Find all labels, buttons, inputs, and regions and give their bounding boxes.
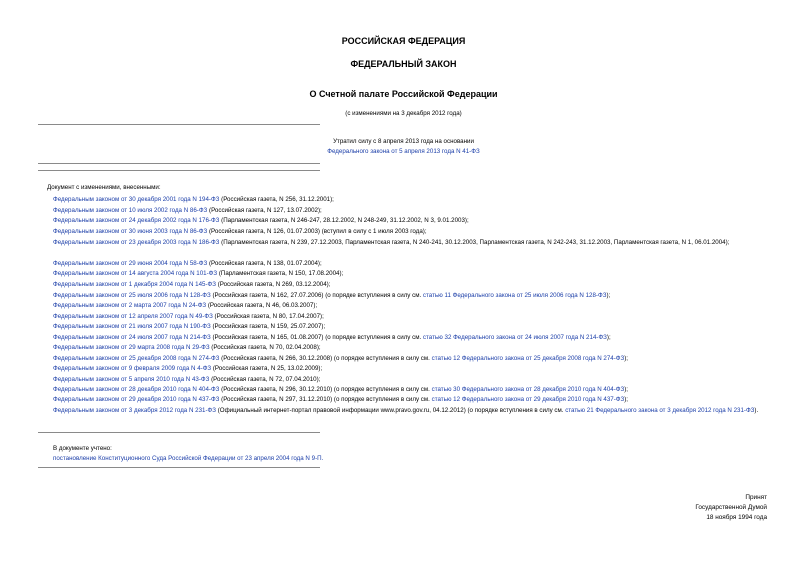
void-notice-line xyxy=(0,148,807,155)
amendment-source: (Российская газета, N 126, 01.07.2003) (вступил в силу с 1 июля 2003 года); xyxy=(207,228,427,235)
signature-line-2: Государственной Думой xyxy=(695,504,767,511)
amendment-source: (Российская газета, N 297, 31.12.2010) (о порядке вступления в силу см. xyxy=(219,396,432,403)
amendment-article-link[interactable]: статью 12 Федерального закона от 25 декабря 2008 года N 274-ФЗ xyxy=(431,355,625,362)
doc-type-heading: ФЕДЕРАЛЬНЫЙ ЗАКОН xyxy=(350,59,457,69)
divider xyxy=(38,170,320,171)
amendment-article-link[interactable]: статью 21 Федерального закона от 3 декабря 2012 года N 231-ФЗ xyxy=(565,407,755,414)
amendment-item xyxy=(38,216,469,225)
considered-link[interactable]: постановление Конституционного Суда Российской Федерации от 23 апреля 2004 года N 9-П. xyxy=(53,455,324,462)
amendment-tail: ); xyxy=(624,355,629,362)
amendment-source: (Российская газета, N 138, 01.07.2004); xyxy=(207,260,322,267)
amendment-item xyxy=(38,301,317,310)
divider xyxy=(38,163,320,164)
amendment-item xyxy=(38,206,322,215)
amendment-item xyxy=(38,259,322,268)
amendment-link[interactable]: Федеральным законом от 24 декабря 2002 года N 176-ФЗ xyxy=(53,217,220,224)
amendment-source: (Российская газета, N 296, 30.12.2010) (о порядке вступления в силу см. xyxy=(219,386,432,393)
amendment-link[interactable]: Федеральным законом от 29 марта 2008 года N 29-ФЗ xyxy=(53,344,210,351)
country-heading: РОССИЙСКАЯ ФЕДЕРАЦИЯ xyxy=(341,36,466,46)
void-notice-link[interactable]: Федерального закона от 5 апреля 2013 года N 41-ФЗ xyxy=(327,148,480,155)
amendment-item xyxy=(38,227,427,236)
amendment-source: (Официальный интернет-портал правовой информации www.pravo.gov.ru, 04.12.2012) (о порядке вступления в силу см. xyxy=(215,407,566,414)
amendment-link[interactable]: Федеральным законом от 21 июля 2007 года N 190-ФЗ xyxy=(53,323,211,330)
amendment-link[interactable]: Федеральным законом от 12 апреля 2007 года N 49-ФЗ xyxy=(53,313,213,320)
considered-intro: В документе учтено: xyxy=(53,445,112,452)
amendment-article-link[interactable]: статью 11 Федерального закона от 25 июля 2006 года N 128-ФЗ xyxy=(422,292,607,299)
amendment-link[interactable]: Федеральным законом от 14 августа 2004 года N 101-ФЗ xyxy=(53,270,218,277)
amendment-link[interactable]: Федеральным законом от 1 декабря 2004 года N 145-ФЗ xyxy=(53,281,216,288)
amendment-source: (Российская газета, N 165, 01.08.2007) (о порядке вступления в силу см. xyxy=(210,334,423,341)
page-title: О Счетной палате Российской Федерации xyxy=(309,89,498,99)
divider xyxy=(38,124,320,125)
amendment-item xyxy=(38,354,628,363)
amendment-link[interactable]: Федеральным законом от 25 июля 2006 года N 128-ФЗ xyxy=(53,292,211,299)
void-notice-text: Утратил силу с 8 апреля 2013 года на основании xyxy=(333,138,474,145)
amendment-source: (Российская газета, N 269, 03.12.2004); xyxy=(215,281,331,288)
amendment-link[interactable]: Федеральным законом от 10 июля 2002 года N 86-ФЗ xyxy=(53,207,208,214)
amendment-item xyxy=(38,333,611,342)
amendment-source: (Российская газета, N 80, 17.04.2007); xyxy=(212,313,324,320)
signature-line-1: Принят xyxy=(745,494,767,501)
amendment-item xyxy=(38,291,610,300)
amendment-source: (Российская газета, N 70, 02.04.2008); xyxy=(209,344,321,351)
amendment-tail: ). xyxy=(754,407,759,414)
amendment-tail: ); xyxy=(606,292,611,299)
considered-line xyxy=(53,454,323,463)
amendment-link[interactable]: Федеральным законом от 23 декабря 2003 года N 186-ФЗ xyxy=(53,239,220,246)
amendment-link[interactable]: Федеральным законом от 25 декабря 2008 года N 274-ФЗ xyxy=(53,355,220,362)
amendment-item xyxy=(38,269,343,278)
amendment-item xyxy=(38,280,330,289)
amendment-source: (Парламентская газета, N 239, 27.12.2003, Парламентская газета, N 240-241, 30.12.2003, Парламентская газета, N 242-243, 31.12.2003, Парламентская газета, N 1, 06.01.2004); xyxy=(219,239,730,246)
revision-note: (с изменениями на 3 декабря 2012 года) xyxy=(345,110,462,117)
amendment-source: (Российская газета, N 127, 13.07.2002); xyxy=(207,207,322,214)
divider xyxy=(38,432,320,433)
amendment-source: (Российская газета, N 72, 07.04.2010); xyxy=(209,376,321,383)
amendment-source: (Российская газета, N 162, 27.07.2006) (о порядке вступления в силу см. xyxy=(210,292,423,299)
amendment-source: (Парламентская газета, N 150, 17.08.2004); xyxy=(217,270,344,277)
amendment-link[interactable]: Федеральным законом от 3 декабря 2012 года N 231-ФЗ xyxy=(53,407,216,414)
amendment-item xyxy=(38,238,771,248)
amendment-link[interactable]: Федеральным законом от 28 декабря 2010 года N 404-ФЗ xyxy=(53,386,220,393)
amendment-item xyxy=(38,406,771,416)
amendment-item xyxy=(38,343,321,352)
amendments-intro: Документ с изменениями, внесенными: xyxy=(47,184,161,191)
amendment-item xyxy=(38,322,325,331)
signature-line-3: 18 ноября 1994 года xyxy=(706,514,767,521)
amendment-item xyxy=(38,364,322,373)
amendment-link[interactable]: Федеральным законом от 30 июня 2003 года N 86-ФЗ xyxy=(53,228,208,235)
amendment-source: (Парламентская газета, N 246-247, 28.12.2002, N 248-249, 31.12.2002, N 3, 9.01.2003); xyxy=(219,217,469,224)
amendment-source: (Российская газета, N 46, 06.03.2007); xyxy=(206,302,318,309)
amendment-source: (Российская газета, N 159, 25.07.2007); xyxy=(210,323,326,330)
amendment-item xyxy=(38,385,628,394)
amendment-link[interactable]: Федеральным законом от 2 марта 2007 года N 24-ФЗ xyxy=(53,302,207,309)
amendment-article-link[interactable]: статью 12 Федерального закона от 29 декабря 2010 года N 437-ФЗ xyxy=(431,396,625,403)
amendment-item xyxy=(38,312,324,321)
amendment-source: (Российская газета, N 25, 13.02.2009); xyxy=(211,365,323,372)
divider xyxy=(38,467,320,468)
amendment-link[interactable]: Федеральным законом от 29 декабря 2010 года N 437-ФЗ xyxy=(53,396,220,403)
amendment-tail: ); xyxy=(606,334,611,341)
amendment-source: (Российская газета, N 266, 30.12.2008) (о порядке вступления в силу см. xyxy=(219,355,432,362)
amendment-link[interactable]: Федеральным законом от 9 февраля 2009 года N 4-ФЗ xyxy=(53,365,212,372)
amendment-item xyxy=(38,195,334,204)
amendment-link[interactable]: Федеральным законом от 30 декабря 2001 года N 194-ФЗ xyxy=(53,196,220,203)
amendment-link[interactable]: Федеральным законом от 24 июля 2007 года N 214-ФЗ xyxy=(53,334,211,341)
amendment-tail: ); xyxy=(624,396,629,403)
amendment-link[interactable]: Федеральным законом от 5 апреля 2010 года N 43-ФЗ xyxy=(53,376,210,383)
amendment-tail: ); xyxy=(624,386,629,393)
amendment-link[interactable]: Федеральным законом от 29 июня 2004 года N 58-ФЗ xyxy=(53,260,208,267)
amendment-article-link[interactable]: статью 32 Федерального закона от 24 июля 2007 года N 214-ФЗ xyxy=(422,334,607,341)
amendment-item xyxy=(38,375,320,384)
amendment-article-link[interactable]: статью 30 Федерального закона от 28 декабря 2010 года N 404-ФЗ xyxy=(431,386,625,393)
amendment-item xyxy=(38,395,628,404)
amendment-source: (Российская газета, N 256, 31.12.2001); xyxy=(219,196,334,203)
